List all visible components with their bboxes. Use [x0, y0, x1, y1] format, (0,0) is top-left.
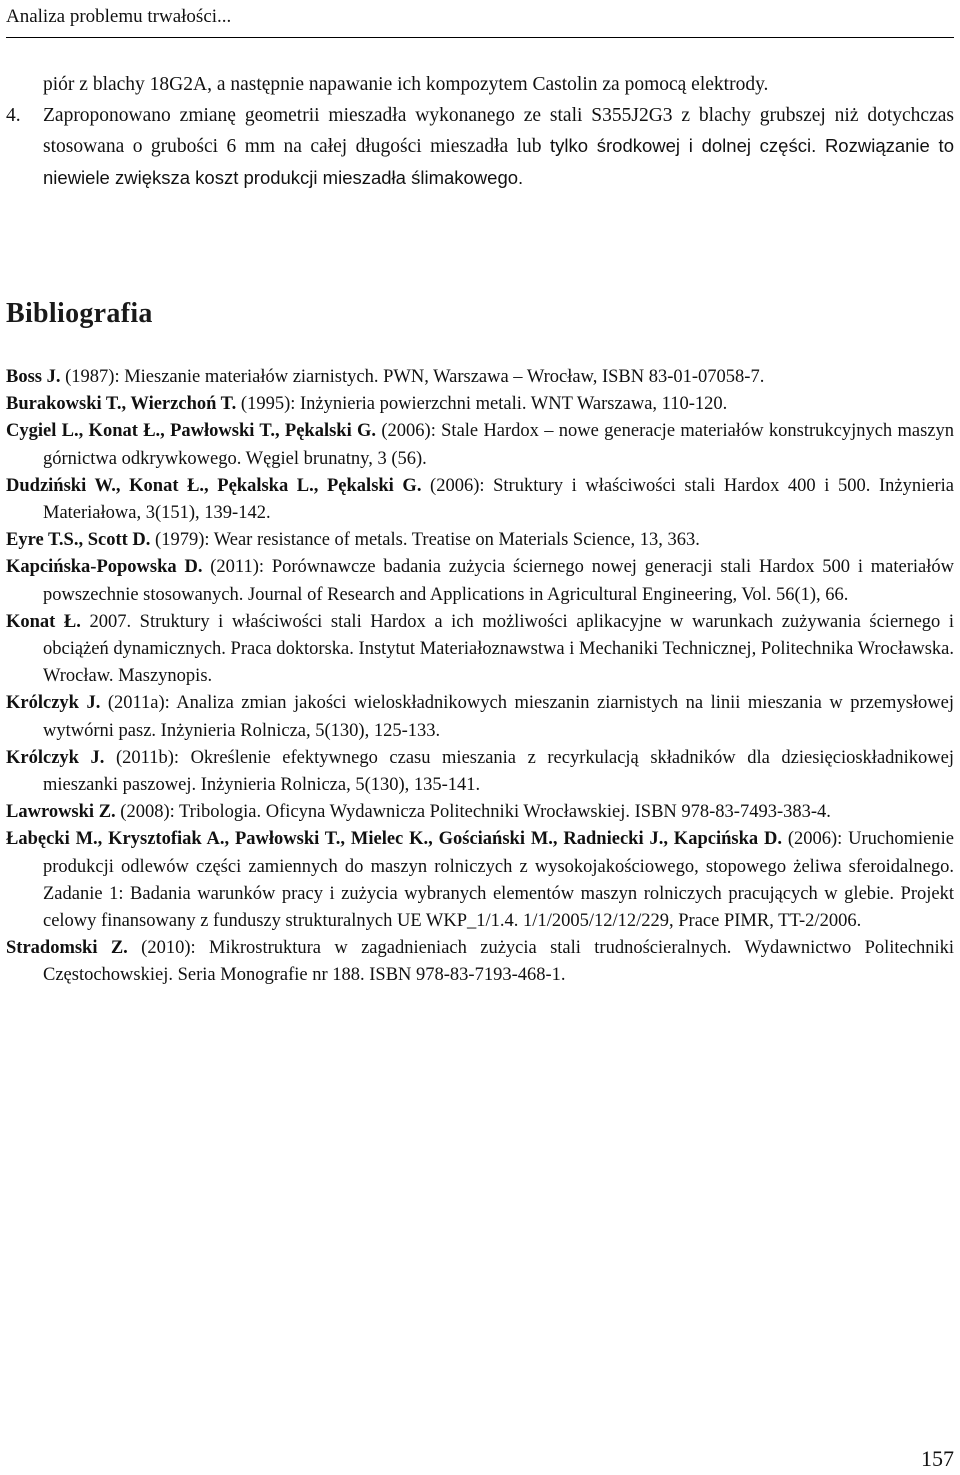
- bibliography-entry: [6, 690, 954, 744]
- page-number: 157: [921, 1446, 954, 1471]
- entry-text: (1987): Mieszanie materiałów ziarnistych. PWN, Warszawa – Wrocław, ISBN 83-01-07058-7.: [60, 367, 765, 387]
- entry-text: (2011a): Analiza zmian jakości wieloskładnikowych mieszanin ziarnistych na linii mieszania w przemysłowej wytwórni pasz. Inżynieria Rolnicza, 5(130), 125-133.: [43, 693, 954, 741]
- entry-text: (2010): Mikrostruktura w zagadnieniach zużycia stali trudnościeralnych. Wydawnictwo Politechniki Częstochowskiej. Seria Monografie nr 188. ISBN 978-83-7193-468-1.: [43, 938, 954, 986]
- entry-authors: Dudziński W., Konat Ł., Pękalska L., Pękalski G.: [6, 475, 422, 496]
- bibliography-entry: [6, 799, 954, 826]
- entry-text: (1979): Wear resistance of metals. Treatise on Materials Science, 13, 363.: [150, 530, 700, 551]
- numbered-list: [6, 70, 954, 194]
- entry-authors: Burakowski T., Wierzchoń T.: [6, 394, 237, 415]
- bibliography-entry: [6, 364, 954, 391]
- entry-authors: Łabęcki M., Krysztofiak A., Pawłowski T., Mielec K., Gościański M., Radniecki J., Kapcińska D.: [6, 829, 782, 850]
- section-title: Bibliografia: [6, 298, 153, 329]
- bibliography-entry: [6, 935, 954, 989]
- entry-text: 2007. Struktury i właściwości stali Hardox a ich możliwości aplikacyjne w warunkach zużywania ściernego i obciążeń dynamicznych. Praca doktorska. Instytut Materiałoznawstwa i Mechaniki Technicznej, Politechnika Wrocławska. Wrocław. Maszynopis.: [43, 611, 954, 687]
- entry-text: (2006): Uruchomienie produkcji odlewów części zamiennych do maszyn rolniczych z wysokojakościowego, stopowego żeliwa sferoidalnego. Zadanie 1: Badania warunków pracy i zużycia wybranych elementów maszyn rolniczych pracujących w glebie. Projekt celowy finansowany z funduszy strukturalnych UE WKP_1/1.4. 1/1/2005/12/12/229, Prace PIMR, TT-2/2006.: [43, 829, 954, 932]
- entry-authors: Konat Ł.: [6, 611, 81, 632]
- running-header: [6, 4, 954, 38]
- running-title: Analiza problemu trwałości...: [6, 6, 232, 27]
- entry-authors: Królczyk J.: [6, 693, 101, 714]
- entry-authors: Lawrowski Z.: [6, 802, 116, 823]
- bibliography-entry: [6, 609, 954, 691]
- list-item-number: 4.: [6, 104, 21, 126]
- entry-authors: Eyre T.S., Scott D.: [6, 530, 151, 551]
- bibliography-entry: [6, 527, 954, 554]
- entry-text: (2011b): Określenie efektywnego czasu mieszania z recyrkulacją składników dla dziesięcioskładnikowej mieszanki paszowej. Inżynieria Rolnicza, 5(130), 135-141.: [43, 747, 955, 796]
- entry-text: (2011): Porównawcze badania zużycia ściernego nowej generacji stali Hardox 500 i materiałów powszechnie stosowanych. Journal of Research and Applications in Agricultural Engineering, Vol. 56(1), 66.: [43, 557, 955, 605]
- bibliography-entry: [6, 826, 954, 935]
- entry-text: (2006): Stale Hardox – nowe generacje materiałów konstrukcyjnych maszyn górnictwa odkrywkowego. Węgiel brunatny, 3 (56).: [43, 421, 955, 469]
- header-divider: [6, 37, 954, 38]
- entry-text: (2008): Tribologia. Oficyna Wydawnicza Politechniki Wrocławskiej. ISBN 978-83-7493-383-4.: [115, 802, 831, 823]
- list-item: [6, 101, 954, 195]
- entry-authors: Stradomski Z.: [6, 938, 128, 959]
- entry-authors: Królczyk J.: [6, 747, 105, 768]
- list-item-text-continued: tylko środkowej i dolnej części. Rozwiązanie to niewiele zwiększa koszt produkcji mieszadła ślimakowego.: [43, 135, 954, 188]
- entry-authors: Cygiel L., Konat Ł., Pawłowski T., Pękalski G.: [6, 421, 377, 442]
- bibliography-entry: [6, 554, 954, 608]
- entry-text: (1995): Inżynieria powierzchni metali. WNT Warszawa, 110-120.: [236, 394, 728, 415]
- bibliography-list: [6, 364, 954, 990]
- bibliography-entry: [6, 473, 954, 527]
- list-item: [6, 70, 954, 101]
- bibliography-entry: [6, 745, 954, 799]
- list-item-text: piór z blachy 18G2A, a następnie napawanie ich kompozytem Castolin za pomocą elektrody.: [43, 74, 769, 95]
- bibliography-entry: [6, 418, 954, 472]
- entry-text: (2006): Struktury i właściwości stali Hardox 400 i 500. Inżynieria Materiałowa, 3(151), 139-142.: [43, 475, 954, 524]
- bibliography-entry: [6, 391, 954, 418]
- list-item-text: Zaproponowano zmianę geometrii mieszadła wykonanego ze stali S355J2G3 z blachy grubszej niż dotychczas stosowana o grubości 6 mm na całej długości mieszadła lub: [43, 104, 954, 157]
- entry-authors: Boss J.: [6, 367, 61, 387]
- entry-authors: Kapcińska-Popowska D.: [6, 557, 203, 578]
